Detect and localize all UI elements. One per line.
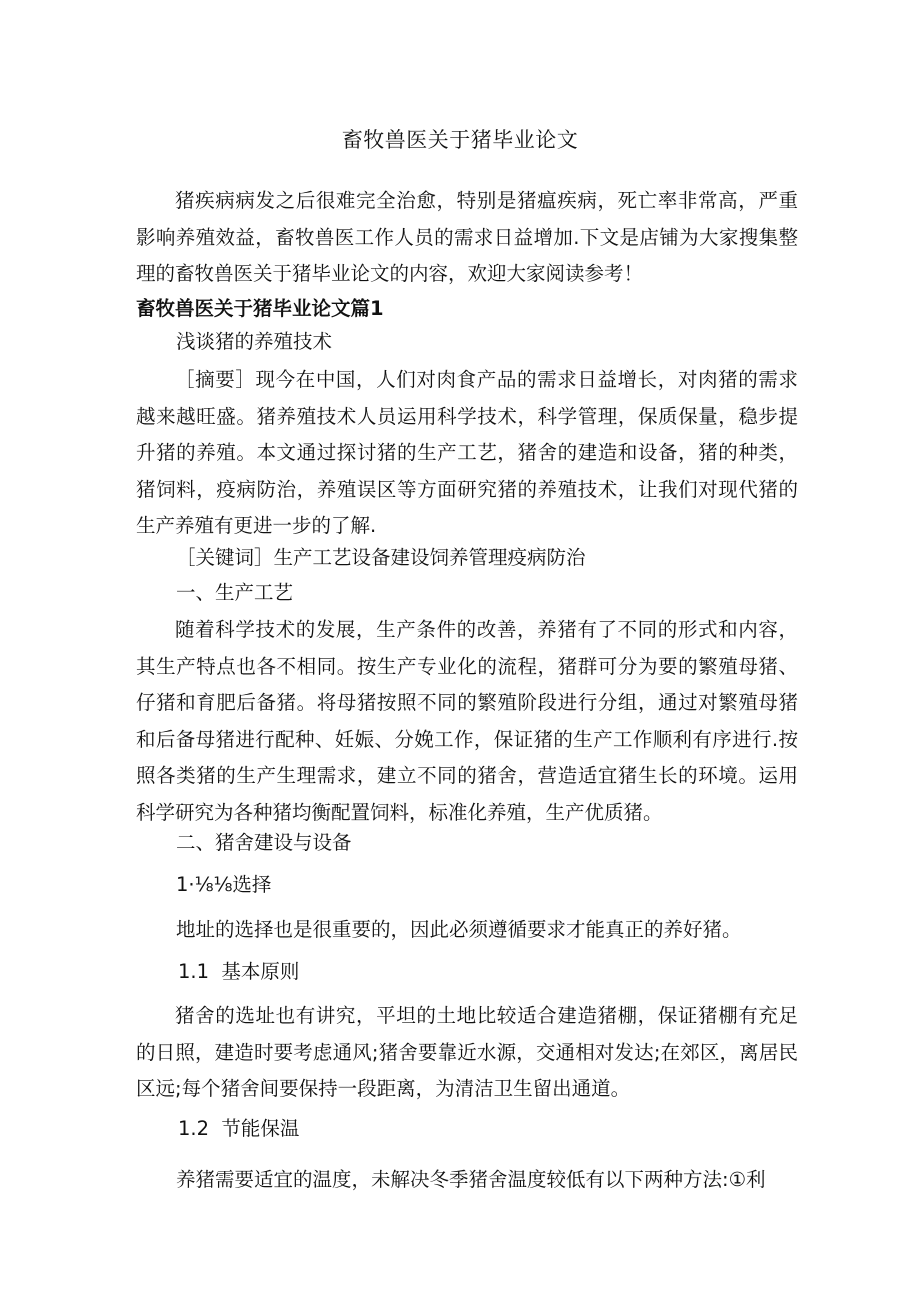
- energy-saving-paragraph: 养猪需要适宜的温度，未解决冬季猪舍温度较低有以下两种方法:①利: [176, 1168, 766, 1191]
- intro-paragraph: 猪疾病病发之后很难完全治愈，特别是猪瘟疾病，死亡率非常高，严重影响养殖效益，畜牧兽医工作人员的需求日益增加.下文是店铺为大家搜集整理的畜牧兽医关于猪毕业论文的内容，欢迎大家阅读参考！: [136, 189, 798, 285]
- keywords-line: ［关键词］生产工艺设备建设饲养管理疫病防治: [176, 546, 586, 569]
- heading-energy-saving: 1.2 节能保温: [178, 1117, 300, 1140]
- paper-title: 浅谈猪的养殖技术: [176, 330, 333, 353]
- heading-basic-principles: 1.1 基本原则: [178, 960, 300, 983]
- section-heading: 畜牧兽医关于猪毕业论文篇1: [136, 297, 384, 320]
- basic-principles-paragraph: 猪舍的选址也有讲究，平坦的土地比较适合建造猪棚，保证猪棚有充足的日照，建造时要考虑通风;猪舍要靠近水源，交通相对发达;在郊区，离居民区远;每个猪舍间要保持一段距离，为清洁卫生留出通道。: [136, 1004, 798, 1100]
- heading-production-process: 一、生产工艺: [176, 581, 294, 604]
- document-title: 畜牧兽医关于猪毕业论文: [341, 128, 579, 152]
- abstract-paragraph: ［摘要］现今在中国，人们对肉食产品的需求日益增长，对肉猪的需求越来越旺盛。猪养殖技术人员运用科学技术，科学管理，保质保量，稳步提升猪的养殖。本文通过探讨猪的生产工艺，猪舍的建造和设备，猪的种类，猪饲料，疫病防治，养殖误区等方面研究猪的养殖技术，让我们对现代猪的生产养殖有更进一步的了解.: [136, 368, 798, 537]
- site-selection-paragraph: 地址的选择也是很重要的，因此必须遵循要求才能真正的养好猪。: [176, 918, 742, 941]
- production-process-paragraph: 随着科学技术的发展，生产条件的改善，养猪有了不同的形式和内容，其生产特点也各不相同。按生产专业化的流程，猪群可分为要的繁殖母猪、仔猪和育肥后备猪。将母猪按照不同的繁殖阶段进行分组，通过对繁殖母猪和后备母猪进行配种、妊娠、分娩工作，保证猪的生产工作顺利有序进行.按照各类猪的生产生理需求，建立不同的猪舍，营造适宜猪生长的环境。运用科学研究为各种猪均衡配置饲料，标准化养殖，生产优质猪。: [136, 618, 798, 824]
- heading-site-selection: 1·⅛⅛选择: [176, 873, 272, 896]
- heading-piggery-construction: 二、猪舍建设与设备: [176, 831, 352, 854]
